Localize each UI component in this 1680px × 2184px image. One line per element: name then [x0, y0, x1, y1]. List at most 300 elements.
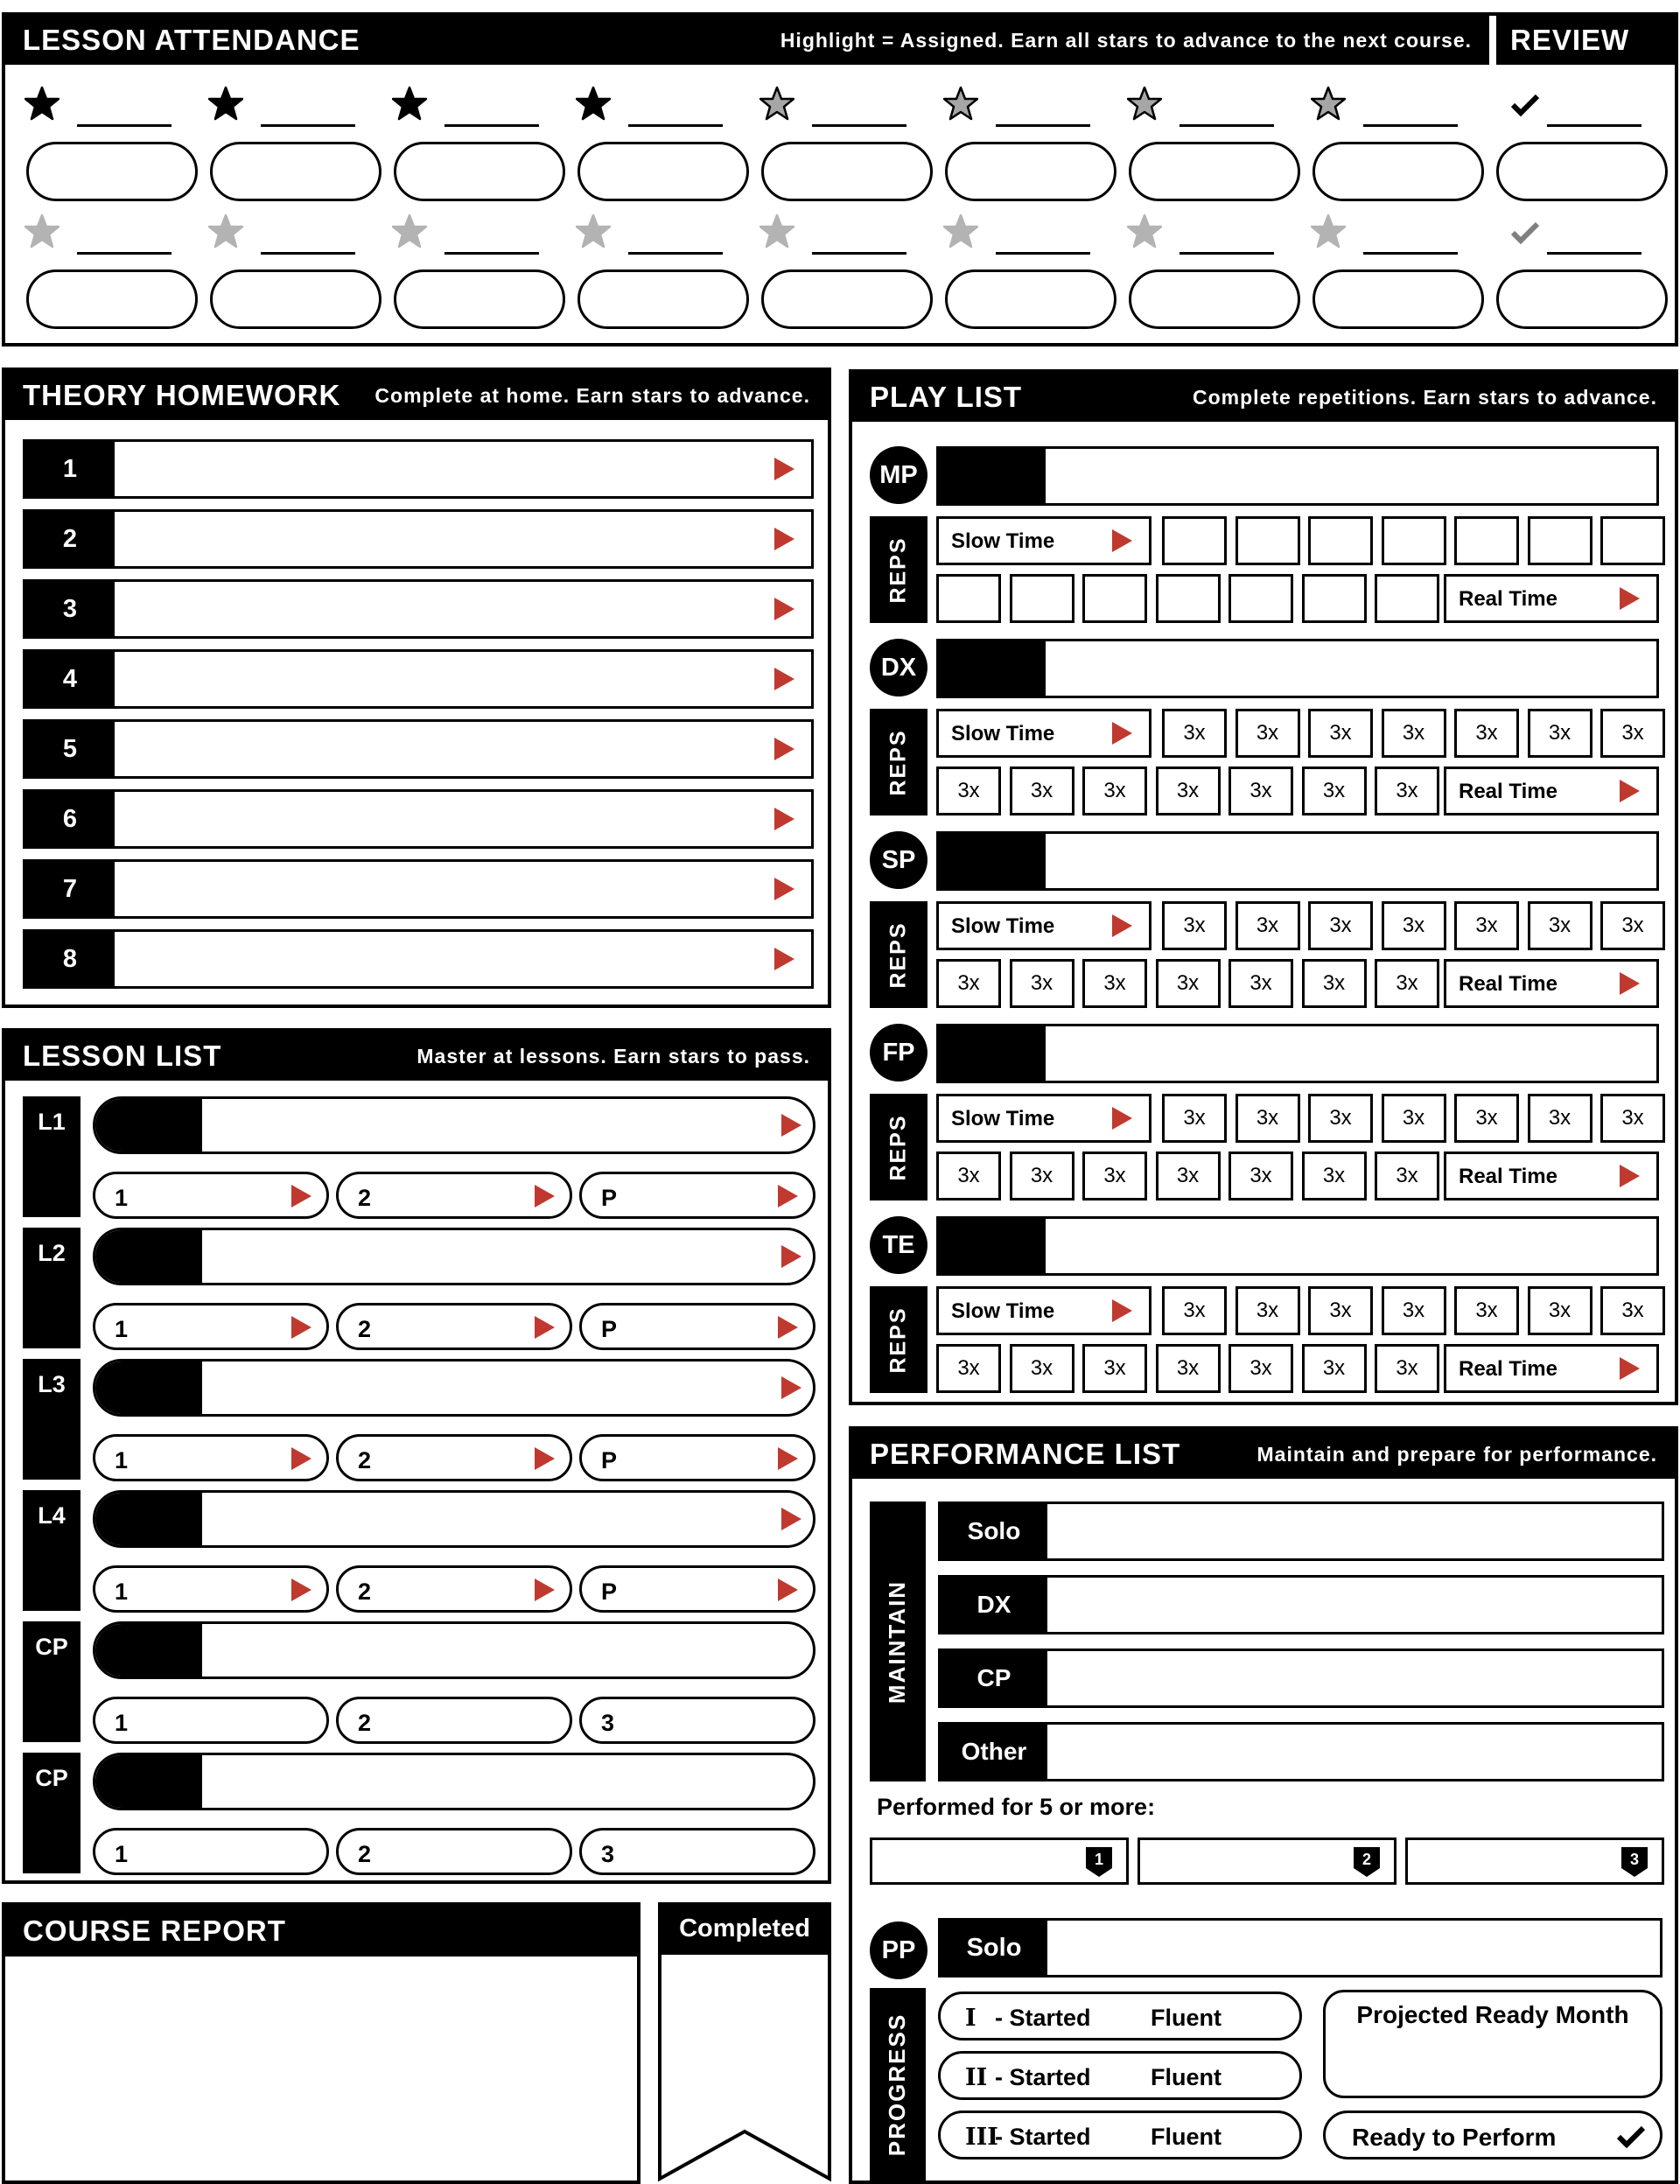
rep-cell[interactable]: [1528, 709, 1592, 758]
play-section-tag: FP: [882, 1038, 915, 1067]
lesson-list-title: LESSON LIST: [23, 1040, 222, 1072]
slow-time-box[interactable]: [936, 1286, 1152, 1335]
rep-cell-text: 3x: [1548, 721, 1572, 745]
progress-started: - Started: [995, 2064, 1091, 2090]
performed-box[interactable]: [1405, 1838, 1664, 1885]
header-gap: [1489, 16, 1496, 65]
maintain-row[interactable]: [938, 1722, 1664, 1782]
rep-cell[interactable]: [1010, 959, 1074, 1008]
theory-row-number: 5: [25, 722, 115, 776]
lesson-main-pill[interactable]: [93, 1753, 816, 1810]
rep-cell[interactable]: [1228, 959, 1293, 1008]
play-section-circle: [870, 446, 928, 504]
rep-cell-text: 3x: [1402, 721, 1425, 745]
reps-bar: [870, 516, 928, 623]
attendance-date-line-r2-c5[interactable]: [812, 252, 906, 255]
rep-cell-text: 3x: [1103, 971, 1126, 995]
lesson-main-pill-fill: [95, 1493, 202, 1545]
progress-started: - Started: [995, 2124, 1091, 2150]
rep-cell[interactable]: [1302, 959, 1367, 1008]
rep-cell[interactable]: [1156, 959, 1221, 1008]
rep-cell[interactable]: [936, 1152, 1001, 1200]
red-arrow-icon: [1112, 722, 1132, 745]
rep-cell-text: 3x: [1322, 1164, 1346, 1187]
rep-cell-text: 3x: [1250, 1164, 1272, 1187]
attendance-date-line-r2-c2[interactable]: [261, 252, 355, 255]
attendance-slot-r2-c3[interactable]: [394, 270, 565, 329]
star-icon-r2-c1: [24, 214, 60, 248]
play-section-bar[interactable]: [936, 639, 1659, 698]
lesson-sub-label: 1: [115, 1316, 129, 1342]
attendance-slot-r2-c5[interactable]: [761, 270, 933, 329]
rep-cell[interactable]: [1375, 1344, 1439, 1393]
theory-row[interactable]: [23, 929, 814, 989]
lesson-tag: [23, 1621, 80, 1742]
lesson-sub-pill[interactable]: [93, 1565, 329, 1613]
rep-cell[interactable]: [1308, 1094, 1373, 1143]
rep-cell[interactable]: [1228, 766, 1293, 816]
rep-cell-text: 3x: [1322, 1356, 1346, 1380]
rep-cell-text: 3x: [1396, 971, 1418, 995]
maintain-bar: [870, 1502, 926, 1782]
completed-ribbon: [658, 1902, 831, 2184]
slow-time-label: Slow Time: [951, 1107, 1055, 1130]
rep-cell[interactable]: [1236, 1094, 1300, 1143]
rep-cell[interactable]: [1236, 709, 1300, 758]
rep-cell[interactable]: [1375, 766, 1439, 816]
lesson-sub-pill[interactable]: [93, 1172, 329, 1219]
play-section-circle: [870, 1024, 928, 1082]
theory-row-number: 3: [25, 582, 115, 636]
attendance-date-line-r1-c8[interactable]: [1363, 124, 1458, 127]
rep-cell[interactable]: [1375, 1152, 1439, 1200]
progress-numeral: III: [965, 2124, 998, 2151]
lesson-list-panel: [2, 1028, 831, 1884]
shield-badge-icon: [1352, 1845, 1382, 1879]
lesson-sub-label: 1: [115, 1841, 129, 1867]
attendance-slot-r2-c2[interactable]: [210, 270, 382, 329]
lesson-tag: [23, 1359, 80, 1480]
attendance-date-line-r1-c1[interactable]: [77, 124, 172, 127]
play-section-bar-fill: [939, 1219, 1046, 1273]
rep-cell-text: 3x: [1250, 1356, 1272, 1380]
lesson-sub-pill[interactable]: [336, 1565, 572, 1613]
play-section-bar-fill: [939, 449, 1046, 503]
rep-cell[interactable]: [1308, 1286, 1373, 1335]
attendance-date-line-r1-c7[interactable]: [1180, 124, 1274, 127]
maintain-row[interactable]: [938, 1648, 1664, 1708]
lesson-main-pill[interactable]: [93, 1228, 816, 1285]
red-arrow-icon: [774, 948, 794, 970]
rep-cell[interactable]: [1454, 516, 1519, 565]
check-icon: [1616, 2125, 1646, 2148]
performance-list-panel: [849, 1426, 1678, 2184]
rep-cell[interactable]: [1308, 901, 1373, 950]
lesson-list-subtitle: Master at lessons. Earn stars to pass.: [416, 1044, 810, 1068]
lesson-sub-pill[interactable]: [336, 1697, 572, 1744]
rep-cell[interactable]: [936, 766, 1001, 816]
performed-box[interactable]: [1138, 1838, 1396, 1885]
lesson-tag: [23, 1096, 80, 1217]
rep-cell[interactable]: [1454, 709, 1519, 758]
rep-cell-text: 3x: [1621, 1106, 1644, 1130]
lesson-sub-pill[interactable]: [336, 1434, 572, 1481]
rep-cell[interactable]: [1156, 574, 1221, 623]
play-section-tag: DX: [880, 653, 917, 682]
rep-cell[interactable]: [1382, 516, 1446, 565]
slow-time-box[interactable]: [936, 709, 1152, 758]
red-arrow-icon: [1620, 780, 1640, 802]
attendance-slot-r1-c1[interactable]: [26, 142, 198, 201]
theory-row[interactable]: [23, 719, 814, 779]
attendance-date-line-r1-c9[interactable]: [1547, 124, 1642, 127]
attendance-date-line-r2-c4[interactable]: [628, 252, 723, 255]
star-icon-r2-c7: [1127, 214, 1162, 248]
red-arrow-icon: [774, 668, 794, 690]
maintain-row-label: Other: [941, 1725, 1047, 1779]
lesson-sub-pill[interactable]: [336, 1303, 572, 1350]
lesson-main-pill-fill: [95, 1099, 202, 1152]
rep-cell[interactable]: [1382, 1286, 1446, 1335]
attendance-title: LESSON ATTENDANCE: [23, 24, 360, 56]
rep-cell[interactable]: [1375, 574, 1439, 623]
rep-cell-text: 3x: [1103, 1164, 1126, 1187]
play-section-bar[interactable]: [936, 831, 1659, 891]
theory-row-number: 7: [25, 862, 115, 916]
star-icon-r1-c5: [760, 86, 794, 121]
real-time-label: Real Time: [1459, 972, 1558, 996]
lesson-main-pill[interactable]: [93, 1359, 816, 1417]
real-time-label: Real Time: [1459, 780, 1558, 803]
real-time-box[interactable]: [1444, 574, 1659, 623]
lesson-sub-pill[interactable]: [579, 1565, 816, 1613]
lesson-tag-text: L3: [38, 1371, 66, 1397]
attendance-date-line-r1-c6[interactable]: [996, 124, 1090, 127]
completed-label: Completed: [679, 1914, 810, 1942]
lesson-main-pill[interactable]: [93, 1490, 816, 1548]
maintain-row[interactable]: [938, 1575, 1664, 1634]
rep-cell-text: 3x: [1329, 1298, 1352, 1322]
theory-row[interactable]: [23, 509, 814, 569]
attendance-date-line-r2-c6[interactable]: [996, 252, 1090, 255]
theory-row[interactable]: [23, 649, 814, 709]
theory-row[interactable]: [23, 439, 814, 499]
lesson-sub-pill[interactable]: [579, 1828, 816, 1875]
rep-cell[interactable]: [1600, 901, 1665, 950]
rep-cell[interactable]: [1228, 574, 1293, 623]
badge-number: 1: [1094, 1851, 1103, 1868]
maintain-row-label: DX: [941, 1578, 1047, 1632]
play-list-subtitle: Complete repetitions. Earn stars to advance.: [1193, 385, 1657, 409]
attendance-slot-r2-c4[interactable]: [578, 270, 749, 329]
lesson-main-pill-fill: [95, 1230, 202, 1283]
rep-cell[interactable]: [1156, 1344, 1221, 1393]
rep-cell-text: 3x: [1396, 779, 1418, 802]
lesson-sub-pill[interactable]: [336, 1828, 572, 1875]
rep-cell[interactable]: [1082, 574, 1147, 623]
star-icon-r2-c5: [760, 214, 794, 248]
theory-row[interactable]: [23, 579, 814, 639]
lesson-sub-pill[interactable]: [93, 1828, 329, 1875]
attendance-slot-r1-c5[interactable]: [761, 142, 933, 201]
rep-cell[interactable]: [936, 959, 1001, 1008]
rep-cell[interactable]: [1454, 1094, 1519, 1143]
lesson-sub-pill[interactable]: [93, 1303, 329, 1350]
attendance-slot-r1-c6[interactable]: [945, 142, 1116, 201]
lesson-tag: [23, 1753, 80, 1873]
pp-solo-row[interactable]: [938, 1918, 1662, 1978]
reps-label: REPS: [886, 920, 911, 989]
lesson-sub-pill[interactable]: [579, 1303, 816, 1350]
rep-cell[interactable]: [1082, 1344, 1147, 1393]
star-icon-r1-c8: [1311, 86, 1346, 121]
attendance-date-line-r1-c5[interactable]: [812, 124, 906, 127]
attendance-slot-r1-c3[interactable]: [394, 142, 565, 201]
lesson-sub-label: P: [601, 1316, 618, 1342]
progress-row-pill[interactable]: [938, 1992, 1302, 2040]
lesson-list-header: [5, 1032, 828, 1081]
rep-cell[interactable]: [1600, 516, 1665, 565]
rep-cell[interactable]: [1156, 766, 1221, 816]
attendance-slot-r1-c7[interactable]: [1129, 142, 1300, 201]
attendance-slot-r2-c8[interactable]: [1312, 270, 1484, 329]
red-arrow-icon: [781, 1114, 802, 1137]
rep-cell-text: 3x: [957, 971, 980, 995]
rep-cell-text: 3x: [1402, 914, 1425, 937]
lesson-sub-pill[interactable]: [93, 1697, 329, 1744]
progress-fluent: Fluent: [1151, 2005, 1222, 2031]
reps-bar: [870, 901, 928, 1008]
rep-cell[interactable]: [1082, 1152, 1147, 1200]
lesson-main-pill-fill: [95, 1624, 202, 1676]
rep-cell[interactable]: [1302, 1344, 1367, 1393]
rep-cell[interactable]: [1302, 574, 1367, 623]
theory-row[interactable]: [23, 859, 814, 919]
lesson-main-pill-fill: [95, 1755, 202, 1808]
lesson-sub-pill[interactable]: [579, 1697, 816, 1744]
rep-cell[interactable]: [1236, 516, 1300, 565]
rep-cell[interactable]: [1308, 516, 1373, 565]
rep-cell[interactable]: [1082, 766, 1147, 816]
rep-cell[interactable]: [1600, 709, 1665, 758]
rep-cell[interactable]: [1162, 1286, 1227, 1335]
lesson-sub-label: 1: [115, 1185, 129, 1211]
rep-cell[interactable]: [1382, 709, 1446, 758]
slow-time-label: Slow Time: [951, 722, 1055, 746]
real-time-label: Real Time: [1459, 587, 1558, 611]
rep-cell[interactable]: [1162, 901, 1227, 950]
rep-cell[interactable]: [1228, 1152, 1293, 1200]
performance-header: [852, 1430, 1675, 1479]
rep-cell[interactable]: [1375, 959, 1439, 1008]
red-arrow-icon: [1112, 1299, 1132, 1322]
red-arrow-icon: [291, 1185, 312, 1208]
rep-cell[interactable]: [1308, 709, 1373, 758]
maintain-row[interactable]: [938, 1502, 1664, 1561]
attendance-date-line-r2-c1[interactable]: [77, 252, 172, 255]
slow-time-box[interactable]: [936, 901, 1152, 950]
rep-cell[interactable]: [1010, 1344, 1074, 1393]
rep-cell-text: 3x: [1475, 721, 1498, 745]
rep-cell-text: 3x: [957, 1164, 980, 1187]
lesson-sub-pill[interactable]: [93, 1434, 329, 1481]
attendance-slot-r2-c7[interactable]: [1129, 270, 1300, 329]
lesson-tag-text: L4: [38, 1502, 66, 1529]
lesson-tag-text: L2: [38, 1240, 66, 1266]
rep-cell[interactable]: [1010, 766, 1074, 816]
reps-bar: [870, 1286, 928, 1393]
red-arrow-icon: [535, 1447, 555, 1470]
star-icon-r1-c2: [208, 86, 243, 121]
lesson-main-pill[interactable]: [93, 1096, 816, 1154]
rep-cell-text: 3x: [1183, 914, 1206, 937]
rep-cell[interactable]: [1454, 901, 1519, 950]
slow-time-box[interactable]: [936, 516, 1152, 565]
real-time-label: Real Time: [1459, 1165, 1558, 1188]
real-time-box[interactable]: [1444, 959, 1659, 1008]
red-arrow-icon: [778, 1185, 798, 1208]
review-title: REVIEW: [1510, 24, 1630, 56]
projected-ready-month-box[interactable]: [1323, 1990, 1662, 2098]
star-icon-r1-c4: [576, 86, 611, 121]
rep-cell[interactable]: [1236, 901, 1300, 950]
play-section-bar[interactable]: [936, 1024, 1659, 1083]
lesson-sub-pill[interactable]: [336, 1172, 572, 1219]
red-arrow-icon: [781, 1376, 802, 1399]
real-time-box[interactable]: [1444, 1344, 1659, 1393]
rep-cell[interactable]: [1302, 766, 1367, 816]
attendance-date-line-r2-c7[interactable]: [1180, 252, 1274, 255]
attendance-date-line-r1-c3[interactable]: [444, 124, 539, 127]
rep-cell-text: 3x: [1176, 1356, 1200, 1380]
rep-cell-text: 3x: [1256, 914, 1279, 937]
rep-cell[interactable]: [1010, 1152, 1074, 1200]
attendance-slot-r1-c9[interactable]: [1496, 142, 1668, 201]
star-icon-r2-c4: [576, 214, 611, 248]
attendance-date-line-r2-c3[interactable]: [444, 252, 539, 255]
rep-cell[interactable]: [1528, 1094, 1592, 1143]
rep-cell[interactable]: [1162, 516, 1227, 565]
red-arrow-icon: [778, 1578, 798, 1601]
lesson-main-pill[interactable]: [93, 1621, 816, 1679]
rep-cell[interactable]: [1156, 1152, 1221, 1200]
rep-cell[interactable]: [1600, 1286, 1665, 1335]
rep-cell[interactable]: [936, 1344, 1001, 1393]
rep-cell[interactable]: [1600, 1094, 1665, 1143]
lesson-sub-label: 1: [115, 1447, 129, 1474]
rep-cell-text: 3x: [1548, 1106, 1572, 1130]
red-arrow-icon: [1620, 972, 1640, 995]
rep-cell-text: 3x: [1183, 1298, 1206, 1322]
lesson-sub-pill[interactable]: [579, 1434, 816, 1481]
rep-cell[interactable]: [1528, 901, 1592, 950]
lesson-sub-label: 3: [601, 1841, 615, 1867]
red-arrow-icon: [291, 1316, 312, 1339]
play-section-tag: SP: [881, 845, 916, 874]
attendance-slot-r2-c6[interactable]: [945, 270, 1116, 329]
attendance-header: [5, 16, 1489, 65]
attendance-date-line-r2-c9[interactable]: [1547, 252, 1642, 255]
red-arrow-icon: [778, 1447, 798, 1470]
star-icon-r2-c3: [392, 214, 427, 248]
rep-cell-text: 3x: [1322, 971, 1346, 995]
real-time-box[interactable]: [1444, 1152, 1659, 1200]
progress-row-pill[interactable]: [938, 2110, 1302, 2160]
rep-cell[interactable]: [1082, 959, 1147, 1008]
slow-time-label: Slow Time: [951, 914, 1055, 938]
lesson-sub-label: 2: [358, 1447, 372, 1474]
rep-cell[interactable]: [1162, 709, 1227, 758]
progress-numeral: I: [965, 2005, 976, 2032]
rep-cell[interactable]: [1382, 1094, 1446, 1143]
play-section-bar[interactable]: [936, 1216, 1659, 1276]
rep-cell-text: 3x: [1475, 914, 1498, 937]
attendance-date-line-r1-c4[interactable]: [628, 124, 723, 127]
real-time-box[interactable]: [1444, 766, 1659, 816]
check-icon-r2: [1510, 220, 1540, 245]
red-arrow-icon: [778, 1316, 798, 1339]
lesson-sub-pill[interactable]: [579, 1172, 816, 1219]
rep-cell[interactable]: [1010, 574, 1074, 623]
play-section-bar[interactable]: [936, 446, 1659, 506]
theory-header: [5, 371, 828, 420]
theory-row[interactable]: [23, 789, 814, 849]
rep-cell[interactable]: [1228, 1344, 1293, 1393]
red-arrow-icon: [774, 598, 794, 620]
attendance-slot-r2-c1[interactable]: [26, 270, 198, 329]
review-header: [1496, 16, 1675, 65]
theory-title: THEORY HOMEWORK: [23, 379, 341, 411]
rep-cell-text: 3x: [1250, 779, 1272, 802]
rep-cell[interactable]: [1528, 516, 1592, 565]
attendance-slot-r1-c4[interactable]: [578, 142, 749, 201]
reps-label: REPS: [886, 1306, 911, 1374]
rep-cell[interactable]: [1162, 1094, 1227, 1143]
progress-numeral: II: [965, 2064, 988, 2091]
rep-cell-text: 3x: [1548, 1298, 1572, 1322]
red-arrow-icon: [1620, 1357, 1640, 1380]
lesson-sub-label: P: [601, 1447, 618, 1474]
attendance-slot-r2-c9[interactable]: [1496, 270, 1668, 329]
projected-ready-month-label: Projected Ready Month: [1356, 2001, 1629, 2028]
attendance-date-line-r2-c8[interactable]: [1363, 252, 1458, 255]
rep-cell-text: 3x: [1250, 971, 1272, 995]
attendance-slot-r1-c2[interactable]: [210, 142, 382, 201]
slow-time-label: Slow Time: [951, 529, 1055, 553]
progress-label: PROGRESS: [884, 2012, 911, 2156]
performed-box[interactable]: [870, 1838, 1129, 1885]
progress-fluent: Fluent: [1151, 2124, 1222, 2150]
attendance-slot-r1-c8[interactable]: [1312, 142, 1484, 201]
rep-cell[interactable]: [1302, 1152, 1367, 1200]
rep-cell[interactable]: [1382, 901, 1446, 950]
rep-cell[interactable]: [1528, 1286, 1592, 1335]
lesson-tag: [23, 1490, 80, 1611]
lesson-tag-text: CP: [35, 1765, 68, 1791]
play-list-title: PLAY LIST: [870, 381, 1023, 413]
progress-row-pill[interactable]: [938, 2051, 1302, 2100]
play-section-circle: [870, 831, 928, 889]
star-icon-r1-c3: [392, 86, 427, 121]
ready-to-perform-box[interactable]: [1323, 2110, 1662, 2160]
rep-cell-text: 3x: [1329, 914, 1352, 937]
rep-cell-text: 3x: [1402, 1106, 1425, 1130]
rep-cell[interactable]: [936, 574, 1001, 623]
rep-cell[interactable]: [1236, 1286, 1300, 1335]
slow-time-box[interactable]: [936, 1094, 1152, 1143]
rep-cell[interactable]: [1454, 1286, 1519, 1335]
attendance-date-line-r1-c2[interactable]: [261, 124, 355, 127]
